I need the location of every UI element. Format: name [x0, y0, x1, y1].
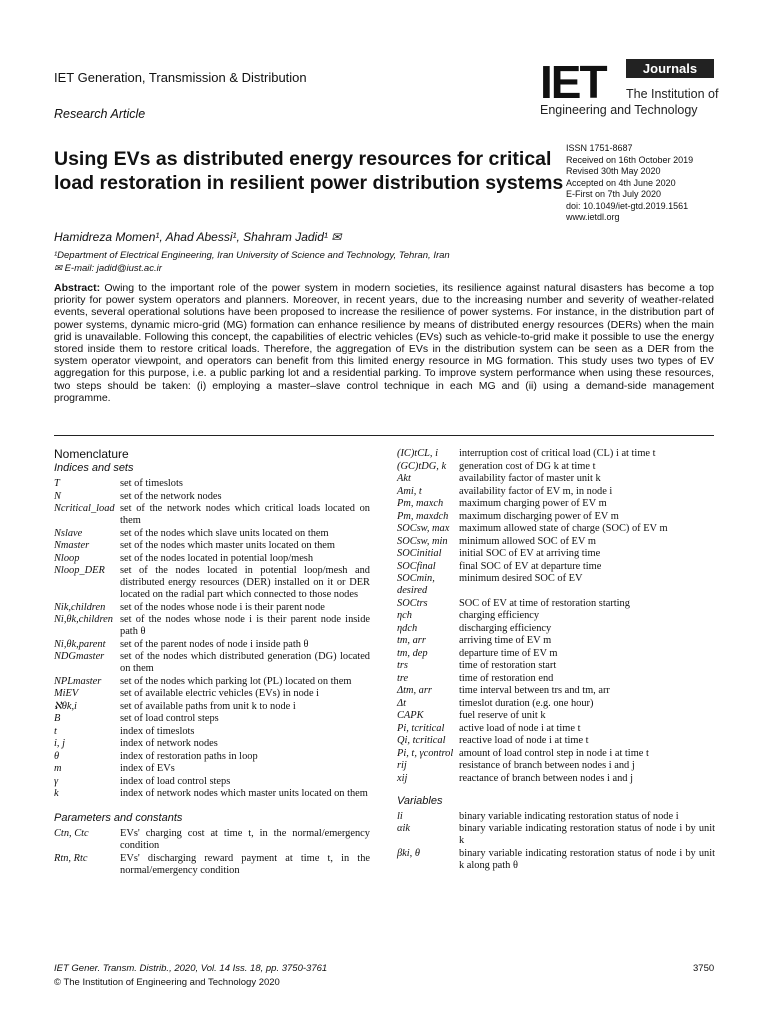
definition: set of the nodes which slave units located on them — [120, 527, 329, 539]
definition: set of available paths from unit k to node i — [120, 700, 296, 712]
indices-heading: Indices and sets — [54, 462, 134, 474]
definition: resistance of branch between nodes i and j — [459, 760, 635, 771]
symbol: Pi, tcritical — [397, 722, 445, 734]
nomenclature-entry — [54, 614, 370, 638]
definition: index of network nodes — [120, 738, 218, 749]
nomenclature-entry — [54, 491, 370, 503]
symbol: Ncritical_load — [54, 503, 115, 514]
definition: set of the nodes located in potential loop/mesh and distributed energy resources (DER) installed on it or DER located on the radial part which connected to those nodes — [120, 565, 370, 600]
email-link[interactable]: ✉ E-mail: jadid@iust.ac.ir — [54, 263, 162, 274]
symbol: Nloop — [54, 552, 80, 564]
logo-institution-line2: Engineering and Technology — [540, 103, 698, 117]
definition: set of timeslots — [120, 478, 183, 489]
nomenclature-right-column — [397, 448, 715, 872]
nomenclature-entry — [397, 760, 715, 772]
nomenclature-entry — [397, 811, 715, 823]
article-type: Research Article — [54, 107, 146, 121]
nomenclature-entry — [54, 701, 370, 713]
definition: index of network nodes which master units located on them — [120, 788, 368, 799]
nomenclature-entry — [54, 751, 370, 763]
symbol: rij — [397, 760, 407, 771]
nomenclature-entry — [397, 486, 715, 498]
nomenclature-heading: Nomenclature — [54, 447, 129, 461]
symbol: SOCmin, desired — [397, 573, 435, 596]
symbol: T — [54, 478, 60, 489]
symbol: SOCfinal — [397, 560, 436, 572]
definition: fuel reserve of unit k — [459, 710, 546, 721]
definition: set of the nodes which master units located on them — [120, 540, 335, 551]
symbol: Qi, tcritical — [397, 735, 446, 746]
symbol: Pm, maxdch — [397, 510, 449, 522]
symbol: SOCsw, max — [397, 523, 450, 534]
nomenclature-entry — [54, 540, 370, 552]
definition: departure time of EV m — [459, 647, 558, 659]
symbol: αik — [397, 823, 410, 834]
definition: binary variable indicating restoration status of node i — [459, 810, 679, 822]
symbol: xij — [397, 772, 408, 784]
symbol: ℵθk,i — [54, 700, 77, 712]
symbol: NDGmaster — [54, 651, 105, 662]
nomenclature-entry — [54, 478, 370, 490]
nomenclature-entry — [397, 536, 715, 548]
abstract-text: Owing to the important role of the power system in modern societies, its resilience against natural disasters has become a top priority for power system operators and planners. Moreover, in recent years, due to the increasing number and severity of weather-related events, several operational solutions have been proposed to increase the resilience of power systems. For instance, in the distribution part of power systems, dynamic micro-grid (MG) formation can enhance resilience by means of distributed energy resources (DERs) when the main grid is unavailable. Following this concept, the capabilities of electric vehicles (EVs) such as vehicle-to-grid make it possible to use the energy stored inside them to restore critical loads. Therefore, the aggregation of EVs in the distribution system can be seen as a DER from the system operator viewpoint, and operators can benefit from this limited energy resource in MG formation. This study uses two types of EV aggregation for this purpose, i.e. a public parking lot and a residential parking. To improve system performance when using these resources, two steps should be taken: (i) employing a master–slave control technique in each MG and (ii) using a demand-side management programme. — [54, 282, 714, 404]
nomenclature-entry — [397, 648, 715, 660]
symbol: SOCsw, min — [397, 535, 448, 547]
nomenclature-entry — [397, 623, 715, 635]
nomenclature-entry — [397, 561, 715, 573]
definition: active load of node i at time t — [459, 722, 581, 734]
definition: generation cost of DG k at time t — [459, 460, 596, 472]
symbol: ηch — [397, 610, 412, 621]
definition: index of EVs — [120, 763, 175, 774]
symbol: Nslave — [54, 527, 83, 539]
nomenclature-entry — [54, 651, 370, 675]
iet-logo — [540, 57, 720, 127]
nomenclature-entry — [397, 610, 715, 622]
parameters-heading: Parameters and constants — [54, 812, 183, 824]
authors: Hamidreza Momen¹, Ahad Abessi¹, Shahram Jadid¹ ✉ — [54, 230, 342, 244]
definition: EVs' charging cost at time t, in the normal/emergency condition — [120, 828, 370, 851]
nomenclature-entry — [54, 528, 370, 540]
definition: set of the network nodes — [120, 490, 222, 502]
definition: maximum discharging power of EV m — [459, 510, 619, 522]
definition: reactance of branch between nodes i and j — [459, 772, 633, 784]
doi[interactable]: doi: 10.1049/iet-gtd.2019.1561 — [566, 200, 689, 211]
nomenclature-entry — [54, 738, 370, 750]
symbol: k — [54, 788, 59, 799]
nomenclature-entry — [54, 676, 370, 688]
symbol: ηdch — [397, 622, 418, 634]
nomenclature-entry — [397, 448, 715, 460]
nomenclature-entry — [397, 461, 715, 473]
nomenclature-entry — [54, 776, 370, 788]
definition: timeslot duration (e.g. one hour) — [459, 697, 594, 709]
efirst-date: E-First on 7th July 2020 — [566, 189, 662, 199]
symbol: Ni,θk,children — [54, 614, 113, 625]
journal-name: IET Generation, Transmission & Distribution — [54, 70, 307, 85]
nomenclature-entry — [397, 748, 715, 760]
nomenclature-entry — [397, 698, 715, 710]
indices-list — [54, 478, 370, 800]
footer-citation: IET Gener. Transm. Distrib., 2020, Vol. 14 Iss. 18, pp. 3750-3761 — [54, 963, 328, 974]
page-number: 3750 — [693, 963, 715, 974]
symbol: (IC)tCL, i — [397, 448, 438, 459]
symbol: MiEV — [54, 688, 79, 699]
definition: SOC of EV at time of restoration starting — [459, 597, 630, 609]
symbol: t — [54, 725, 57, 737]
symbol: βki, θ — [397, 847, 420, 859]
nomenclature-entry — [54, 503, 370, 527]
definition: charging efficiency — [459, 610, 540, 621]
definition: discharging efficiency — [459, 622, 552, 634]
nomenclature-entry — [54, 726, 370, 738]
definition: minimum desired SOC of EV — [459, 573, 583, 584]
nomenclature-entry — [54, 565, 370, 601]
nomenclature-entry — [397, 548, 715, 560]
affiliation: ¹Department of Electrical Engineering, Iran University of Science and Technology, Tehran, Iran — [54, 250, 450, 261]
nomenclature-entry — [397, 735, 715, 747]
symbol: NPLmaster — [54, 675, 102, 687]
nomenclature-entry — [397, 673, 715, 685]
symbol: Ctn, Ctc — [54, 828, 89, 839]
nomenclature-entry — [397, 848, 715, 872]
symbol: (GC)tDG, k — [397, 460, 447, 472]
definition: set of the network nodes which critical loads located on them — [120, 503, 370, 526]
nomenclature-entry — [397, 473, 715, 485]
issn: ISSN 1751-8687 — [566, 143, 633, 153]
definition: maximum allowed state of charge (SOC) of EV m — [459, 523, 668, 534]
definition: time interval between trs and tm, arr — [459, 685, 610, 696]
nomenclature-entry — [54, 602, 370, 614]
nomenclature-entry — [397, 723, 715, 735]
variables-heading: Variables — [397, 794, 443, 807]
symbol: li — [397, 810, 403, 822]
website-link[interactable]: www.ietdl.org — [566, 212, 620, 222]
symbol: SOCinitial — [397, 548, 442, 559]
parameters-list-right — [397, 448, 715, 785]
logo-journals-badge: Journals — [626, 59, 714, 78]
nomenclature-entry — [54, 713, 370, 725]
symbol: Nmaster — [54, 540, 90, 551]
symbol: Pm, maxch — [397, 498, 444, 509]
nomenclature-entry — [54, 763, 370, 775]
definition: availability factor of master unit k — [459, 473, 601, 484]
definition: set of load control steps — [120, 713, 219, 724]
symbol: Nik,children — [54, 601, 106, 613]
symbol: Δt — [397, 697, 406, 709]
nomenclature-entry — [54, 853, 370, 877]
definition: index of restoration paths in loop — [120, 750, 258, 762]
nomenclature-entry — [397, 823, 715, 847]
definition: index of load control steps — [120, 775, 231, 787]
symbol: trs — [397, 660, 408, 671]
definition: set of the nodes which parking lot (PL) located on them — [120, 675, 352, 687]
nomenclature-entry — [397, 511, 715, 523]
symbol: Akt — [397, 473, 411, 484]
definition: arriving time of EV m — [459, 635, 552, 646]
parameters-list-left — [54, 828, 370, 877]
logo-institution-line1: The Institution of — [626, 87, 719, 101]
revised-date: Revised 30th May 2020 — [566, 166, 661, 176]
logo-iet-mark: IET — [540, 56, 606, 108]
abstract-label: Abstract: — [54, 282, 101, 294]
symbol: tm, dep — [397, 647, 428, 659]
nomenclature-entry — [397, 660, 715, 672]
definition: set of the nodes whose node i is their parent node — [120, 601, 325, 613]
nomenclature-entry — [397, 598, 715, 610]
definition: binary variable indicating restoration status of node i by unit k along path θ — [459, 847, 715, 871]
definition: maximum charging power of EV m — [459, 498, 607, 509]
definition: time of restoration end — [459, 672, 554, 684]
symbol: γ — [54, 775, 59, 787]
definition: final SOC of EV at departure time — [459, 560, 602, 572]
nomenclature-entry — [397, 523, 715, 535]
definition: binary variable indicating restoration status of node i by unit k — [459, 823, 715, 846]
received-date: Received on 16th October 2019 — [566, 154, 694, 165]
symbol: Pi, t, γcontrol — [397, 747, 454, 759]
definition: initial SOC of EV at arriving time — [459, 548, 601, 559]
definition: set of the parent nodes of node i inside path θ — [120, 638, 309, 650]
definition: EVs' discharging reward payment at time t, in the normal/emergency condition — [120, 852, 370, 876]
symbol: Ni,θk,parent — [54, 638, 106, 650]
nomenclature-entry — [54, 788, 370, 800]
symbol: Ami, t — [397, 485, 422, 497]
abstract — [54, 282, 714, 404]
symbol: B — [54, 713, 61, 724]
footer-copyright: © The Institution of Engineering and Technology 2020 — [54, 977, 280, 988]
symbol: m — [54, 763, 62, 774]
definition: index of timeslots — [120, 725, 195, 737]
variables-list — [397, 811, 715, 872]
nomenclature-entry — [54, 639, 370, 651]
symbol: N — [54, 490, 61, 502]
nomenclature-entry — [54, 828, 370, 852]
definition: reactive load of node i at time t — [459, 735, 589, 746]
symbol: Nloop_DER — [54, 565, 105, 576]
nomenclature-entry — [397, 710, 715, 722]
symbol: CAPK — [397, 710, 424, 721]
definition: set of the nodes whose node i is their parent node inside path θ — [120, 614, 370, 637]
symbol: i, j — [54, 738, 65, 749]
definition: set of the nodes located in potential loop/mesh — [120, 552, 314, 564]
symbol: tm, arr — [397, 635, 426, 646]
symbol: θ — [54, 750, 60, 762]
accepted-date: Accepted on 4th June 2020 — [566, 177, 676, 188]
symbol: SOCtrs — [397, 597, 428, 609]
nomenclature-entry — [397, 498, 715, 510]
nomenclature-entry — [54, 688, 370, 700]
section-divider — [54, 435, 714, 436]
definition: availability factor of EV m, in node i — [459, 485, 613, 497]
symbol: Δtm, arr — [397, 685, 432, 696]
nomenclature-entry — [397, 635, 715, 647]
paper-title: Using EVs as distributed energy resources for critical load restoration in resilient power distribution systems — [54, 148, 564, 194]
definition: set of available electric vehicles (EVs) in node i — [120, 688, 320, 699]
nomenclature-entry — [397, 685, 715, 697]
definition: time of restoration start — [459, 660, 557, 671]
nomenclature-entry — [397, 573, 715, 597]
nomenclature-entry — [54, 553, 370, 565]
nomenclature-entry — [397, 773, 715, 785]
definition: set of the nodes which distributed generation (DG) located on them — [120, 651, 370, 674]
definition: amount of load control step in node i at time t — [459, 747, 649, 759]
definition: minimum allowed SOC of EV m — [459, 535, 596, 547]
nomenclature-left-column — [54, 448, 370, 877]
symbol: Rtn, Rtc — [54, 852, 88, 864]
definition: interruption cost of critical load (CL) i at time t — [459, 448, 656, 459]
publication-info — [566, 143, 693, 224]
symbol: tre — [397, 672, 409, 684]
